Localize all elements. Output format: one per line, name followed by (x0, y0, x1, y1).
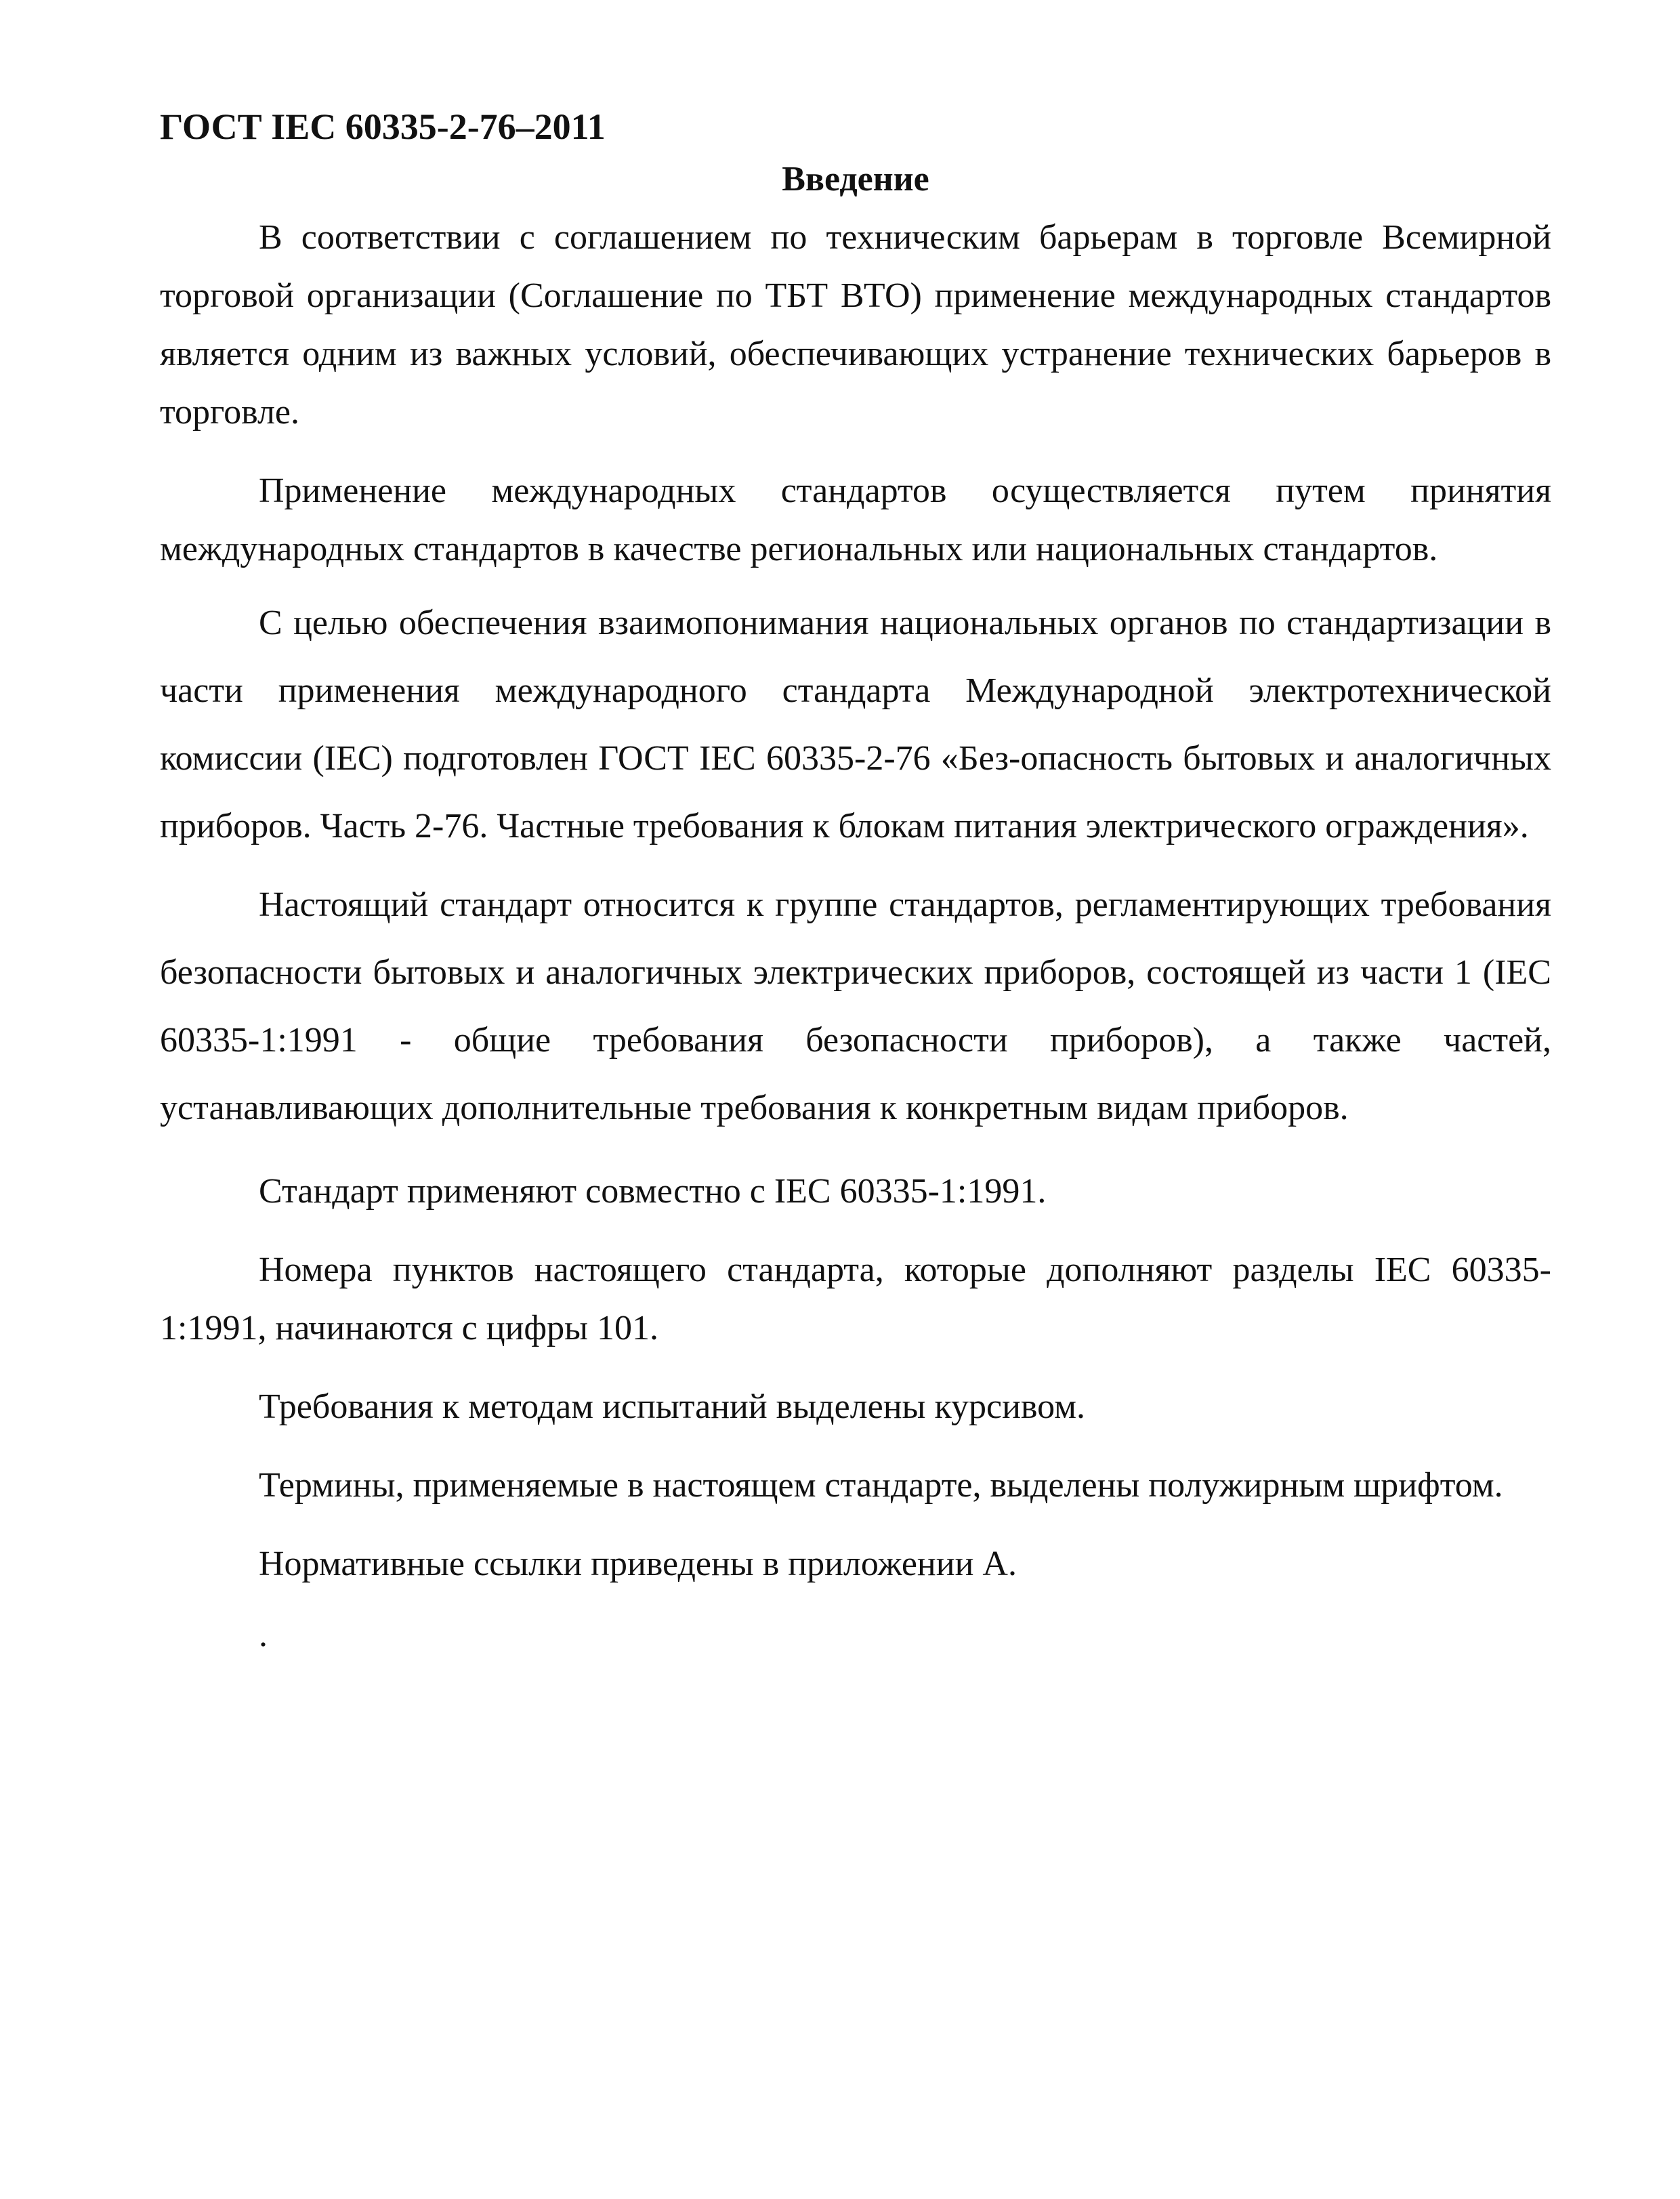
paragraph-3: С целью обеспечения взаимопонимания национальных органов по стандартизации в части применения международного стандарта Международной электротехнической комиссии (IEC) подготовлен ГОСТ IEC 60335-2-76 «Без-опасность бытовых и аналогичных приборов. Часть 2-76. Частные требования к блокам питания электрического ограждения». (160, 604, 1551, 845)
paragraph-5: Стандарт применяют совместно с IEC 60335-1:1991. (259, 1172, 1047, 1211)
paragraph-9: Нормативные ссылки приведены в приложении А. (259, 1545, 1017, 1583)
paragraph-1: В соответствии с соглашением по техническим барьерам в торговле Всемирной торговой организации (Соглашение по ТБТ ВТО) применение международных стандартов является одним из важных условий, обеспечивающих устранение технических барьеров в торговле. (160, 218, 1551, 432)
paragraph-4: Настоящий стандарт относится к группе стандартов, регламентирующих требования безопасности бытовых и аналогичных электрических приборов, состоящей из части 1 (IEC 60335-1:1991 - общие требования безопасности приборов), а также частей, устанавливающих дополнительные требования к конкретным видам приборов. (160, 885, 1551, 1127)
trailing-mark: . (259, 1616, 268, 1654)
paragraph-8: Термины, применяемые в настоящем стандарте, выделены полужирным шрифтом. (259, 1466, 1503, 1505)
paragraph-2: Применение международных стандартов осуществляется путем принятия международных стандартов в качестве региональных или национальных стандартов. (160, 472, 1551, 568)
paragraph-7: Требования к методам испытаний выделены курсивом. (259, 1387, 1086, 1426)
section-heading: Введение (782, 160, 929, 198)
document-code: ГОСТ IEC 60335-2-76–2011 (160, 106, 606, 147)
paragraph-6: Номера пунктов настоящего стандарта, которые дополняют разделы IEC 60335-1:1991, начинаются с цифры 101. (160, 1251, 1551, 1347)
document-body (160, 156, 1551, 1662)
